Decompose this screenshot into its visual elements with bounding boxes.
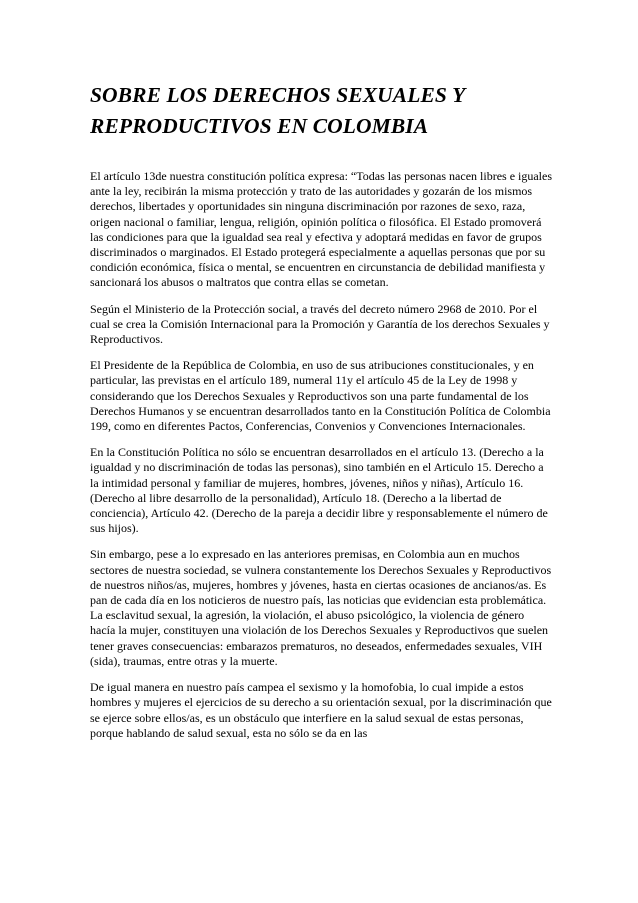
paragraph-violations: Sin embargo, pese a lo expresado en las anteriores premisas, en Colombia aun en muchos sectores de nuestra sociedad, se vulnera constantemente los Derechos Sexuales y Reproductivos de nuestros niños/as, mujeres, hombres y jóvenes, hasta en ciertas ocasiones de ancianos/as. Es pan de cada día en los noticieros de nuestro país, las noticias que evidencian esta problemática. La esclavitud sexual, la agresión, la violación, el abuso psicológico, la violencia de género hacía la mujer, constituyen una violación de los Derechos Sexuales y Reproductivos que suelen tener graves consecuencias: embarazos prematuros, no deseados, enfermedades sexuales, VIH (sida), traumas, entre otras y la muerte. [90, 547, 552, 668]
paragraph-president: El Presidente de la República de Colombia, en uso de sus atribuciones constitucionales, y en particular, las previstas en el artículo 189, numeral 11y el artículo 45 de la Ley de 1998 y considerando que los Derechos Sexuales y Reproductivos son una parte fundamental de los Derechos Humanos y se encuentran desarrollados tanto en la Constitución Política de Colombia 199, como en diferentes Pactos, Conferencias, Convenios y Convenciones Internacionales. [90, 358, 551, 434]
paragraph-sexism-homophobia: De igual manera en nuestro país campea el sexismo y la homofobia, lo cual impide a estos hombres y mujeres el ejercicios de su derecho a su orientación sexual, por la discriminación que se ejerce sobre ellos/as, es un obstáculo que interfiere en la salud sexual de estas personas, porque hablando de salud sexual, esta no sólo se da en las [90, 680, 552, 740]
paragraph-decree-2968: Según el Ministerio de la Protección social, a través del decreto número 2968 de 2010. Por el cual se crea la Comisión Internacional para la Promoción y Garantía de los derechos Sexuales y Reproductivos. [90, 301, 550, 347]
paragraph-article-13: El artículo 13de nuestra constitución política expresa: “Todas las personas nacen libres e iguales ante la ley, recibirán la misma protección y trato de las autoridades y gozarán de los mismos derechos, libertades y oportunidades sin ninguna discriminación por razones de sexo, raza, origen nacional o familiar, lengua, religión, opinión política o filosófica. El Estado promoverá las condiciones para que la igualdad sea real y efectiva y adoptará medidas en favor de grupos discriminados o marginados. El Estado protegerá especialmente a aquellas personas que por su condición económica, física o mental, se encuentren en circunstancia de debilidad manifiesta y sancionará los abusos o maltratos que contra ellas se cometan. [90, 169, 553, 290]
document-page [90, 80, 552, 752]
paragraph-constitution-articles: En la Constitución Política no sólo se encuentran desarrollados en el artículo 13. (Derecho a la igualdad y no discriminación de todas las personas), sino también en el Articulo 15. Derecho a la intimidad personal y familiar de mujeres, hombres, jóvenes, niños y niñas), Artículo 16. (Derecho al libre desarrollo de la personalidad), Artículo 18. (Derecho a la libertad de conciencia), Artículo 42. (Derecho de la pareja a decidir libre y responsablemente el número de sus hijos). [90, 445, 548, 536]
document-title: SOBRE LOS DERECHOS SEXUALES Y REPRODUCTIVOS EN COLOMBIA [90, 83, 465, 138]
